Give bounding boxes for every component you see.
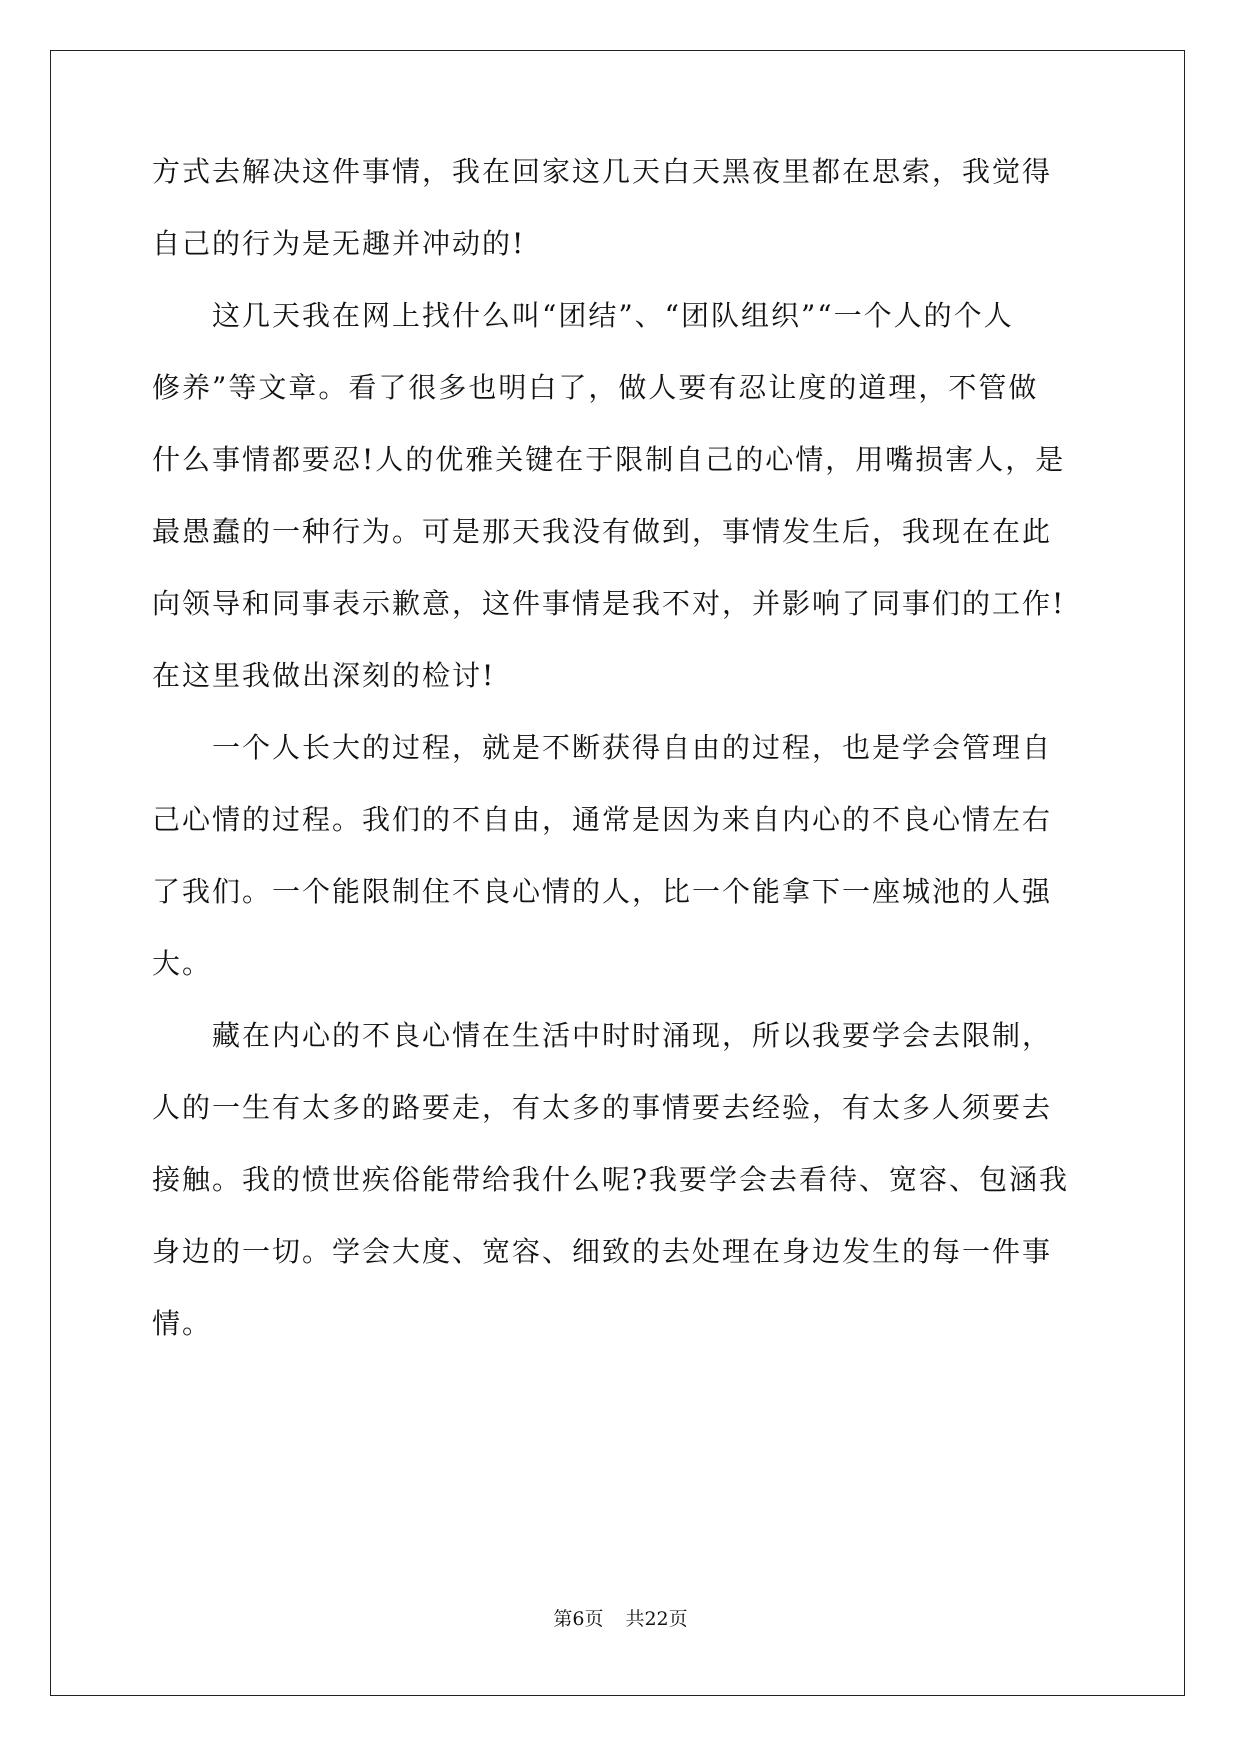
body-text-line: 方式去解决这件事情，我在回家这几天白天黑夜里都在思索，我觉得 <box>152 155 1053 188</box>
body-text-line: 什么事情都要忍!人的优雅关键在于限制自己的心情，用嘴损害人，是 <box>152 443 1066 476</box>
body-text-line: 藏在内心的不良心情在生活中时时涌现，所以我要学会去限制， <box>212 1019 1053 1052</box>
body-text-line: 最愚蠢的一种行为。可是那天我没有做到，事情发生后，我现在在此 <box>152 515 1053 548</box>
body-text-line: 人的一生有太多的路要走，有太多的事情要去经验，有太多人须要去 <box>152 1091 1053 1124</box>
body-text-line: 身边的一切。学会大度、宽容、细致的去处理在身边发生的每一件事 <box>152 1235 1053 1268</box>
body-text-line: 情。 <box>152 1307 213 1340</box>
body-text-line: 自己的行为是无趣并冲动的! <box>152 227 526 260</box>
total-pages: 共22页 <box>625 1608 688 1630</box>
body-text-line: 修养”等文章。看了很多也明白了，做人要有忍让度的道理，不管做 <box>152 371 1039 404</box>
body-text-line: 大。 <box>152 947 213 980</box>
body-text-line: 向领导和同事表示歉意，这件事情是我不对，并影响了同事们的工作! <box>152 587 1066 620</box>
body-text-line: 了我们。一个能限制住不良心情的人，比一个能拿下一座城池的人强 <box>152 875 1053 908</box>
page-footer <box>0 1607 1241 1631</box>
body-text-line: 一个人长大的过程，就是不断获得自由的过程，也是学会管理自 <box>212 731 1053 764</box>
page-number: 第6页 <box>553 1608 604 1630</box>
body-text-line: 在这里我做出深刻的检讨! <box>152 659 496 692</box>
body-text-line: 这几天我在网上找什么叫“团结”、“团队组织”“一个人的个人 <box>212 299 1014 332</box>
body-text-line: 接触。我的愤世疾俗能带给我什么呢?我要学会去看待、宽容、包涵我 <box>152 1163 1070 1196</box>
body-text-line: 己心情的过程。我们的不自由，通常是因为来自内心的不良心情左右 <box>152 803 1053 836</box>
